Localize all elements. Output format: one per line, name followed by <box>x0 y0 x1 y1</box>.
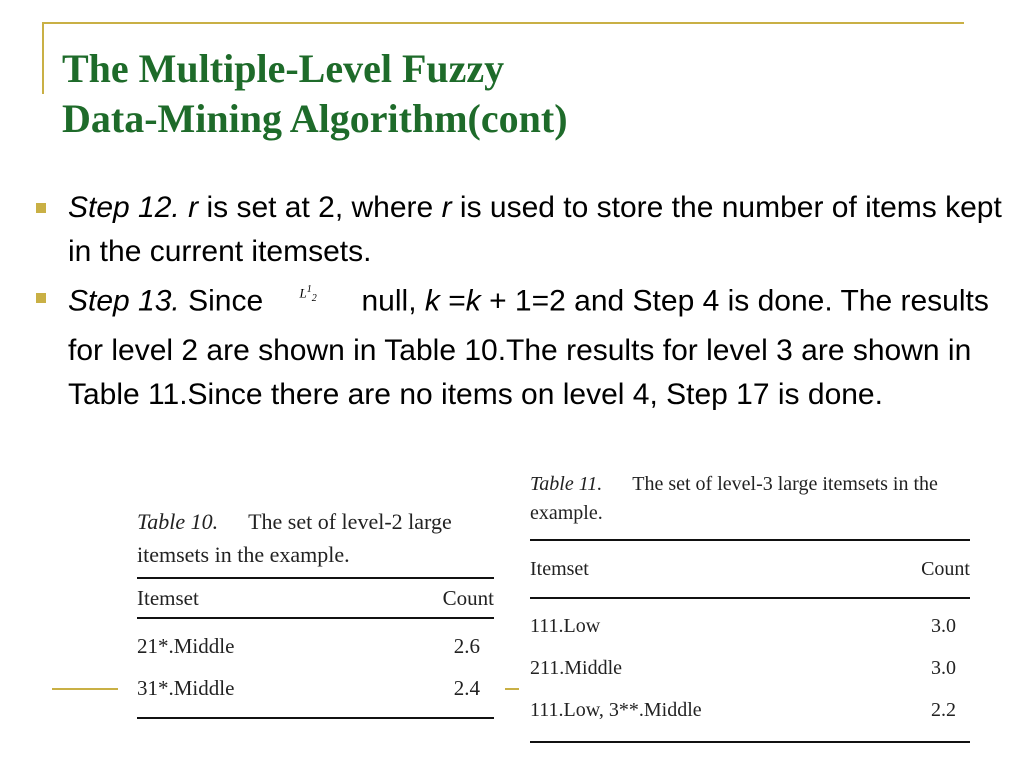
table-caption <box>530 470 970 528</box>
var-r: r <box>441 191 452 224</box>
table-caption <box>137 505 494 571</box>
var-k: k <box>465 284 481 318</box>
cell-itemset: 111.Low <box>530 614 601 637</box>
square-bullet-icon <box>36 293 46 303</box>
cell-itemset: 21*.Middle <box>137 633 235 658</box>
frame-left-rule <box>42 22 44 94</box>
bullet-text: is set at 2, where <box>198 191 442 224</box>
bullet-text: = <box>439 284 466 318</box>
col-header-count: Count <box>442 586 494 610</box>
title-line-1: The Multiple-Level Fuzzy <box>62 46 505 91</box>
col-header-itemset: Itemset <box>137 586 199 610</box>
bullet-step-12 <box>30 186 1005 274</box>
table-header-row <box>530 541 970 597</box>
var-k: k <box>424 284 440 318</box>
square-bullet-icon <box>36 203 46 213</box>
table-row <box>137 625 494 667</box>
step-label: Step 13. <box>68 284 180 318</box>
col-header-count: Count <box>921 558 970 580</box>
bullet-text: + 1=2 and Step 4 is done. The results for level 2 are shown in Table 10.The results for level 3 are shown in Table 11.Since there are no items on level 4, Step 17 is done. <box>68 284 989 411</box>
l-symbol-sup: 1 <box>306 284 312 295</box>
table-row <box>530 605 970 647</box>
l-symbol-base: L <box>299 285 307 301</box>
table-rule <box>137 717 494 719</box>
col-header-itemset: Itemset <box>530 558 589 580</box>
frame-bottom-rule-mid <box>505 688 519 690</box>
table-row <box>137 667 494 709</box>
l-symbol-sub: 2 <box>311 292 317 304</box>
table-caption-label: Table 11. <box>530 473 603 495</box>
slide-title <box>62 44 568 144</box>
cell-count: 3.0 <box>931 614 956 637</box>
bullet-text: Since <box>179 284 264 318</box>
table-caption-text: The set of level-2 large itemsets in the example. <box>137 509 452 567</box>
var-r: r <box>188 191 199 224</box>
table-header-row <box>137 579 494 617</box>
bullet-text: is used to store the number of items kept in the current itemsets. <box>68 191 1002 268</box>
step-label: Step 12. <box>68 191 180 224</box>
table-row <box>530 647 970 689</box>
table-11 <box>530 470 970 743</box>
cell-count: 3.0 <box>931 656 956 679</box>
bullet-step-13 <box>30 276 1005 417</box>
table-row <box>530 689 970 731</box>
bullet-list <box>30 186 1005 419</box>
cell-itemset: 31*.Middle <box>137 675 235 700</box>
table-rule <box>530 741 970 743</box>
title-line-2: Data-Mining Algorithm(cont) <box>62 96 568 141</box>
l-symbol <box>263 268 353 321</box>
cell-itemset: 211.Middle <box>530 656 623 679</box>
cell-count: 2.4 <box>453 675 480 700</box>
table-10 <box>137 505 494 719</box>
cell-itemset: 111.Low, 3**.Middle <box>530 698 702 721</box>
frame-top-rule <box>42 22 964 24</box>
cell-count: 2.2 <box>931 698 956 721</box>
frame-bottom-rule <box>52 688 118 690</box>
bullet-text: null, <box>353 284 425 318</box>
table-caption-text: The set of level-3 large itemsets in the example. <box>530 473 938 524</box>
cell-count: 2.6 <box>453 633 480 658</box>
table-caption-label: Table 10. <box>137 509 219 534</box>
